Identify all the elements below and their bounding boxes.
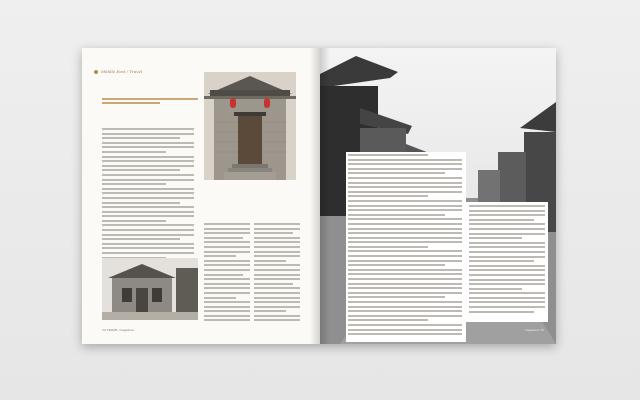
right-page-folio: magazine 15	[524, 328, 544, 332]
article-lede	[102, 98, 198, 106]
section-bullet-icon	[94, 70, 98, 74]
open-magazine	[82, 48, 556, 344]
english-column-2	[348, 154, 462, 340]
section-header	[94, 69, 142, 74]
chinese-column-1	[204, 223, 250, 323]
text-panel-side	[466, 202, 548, 322]
left-page-folio: 14 TRAVEL magazine	[102, 328, 134, 332]
chinese-column-2	[254, 223, 300, 323]
courtyard-door-photo	[204, 72, 296, 180]
chinese-column-3	[469, 205, 545, 319]
courtyard-building-photo	[102, 258, 198, 320]
text-panel-upper	[346, 152, 466, 342]
right-page	[320, 48, 556, 344]
left-page	[82, 48, 320, 344]
section-header-label: Middle East / Travel	[101, 69, 143, 74]
